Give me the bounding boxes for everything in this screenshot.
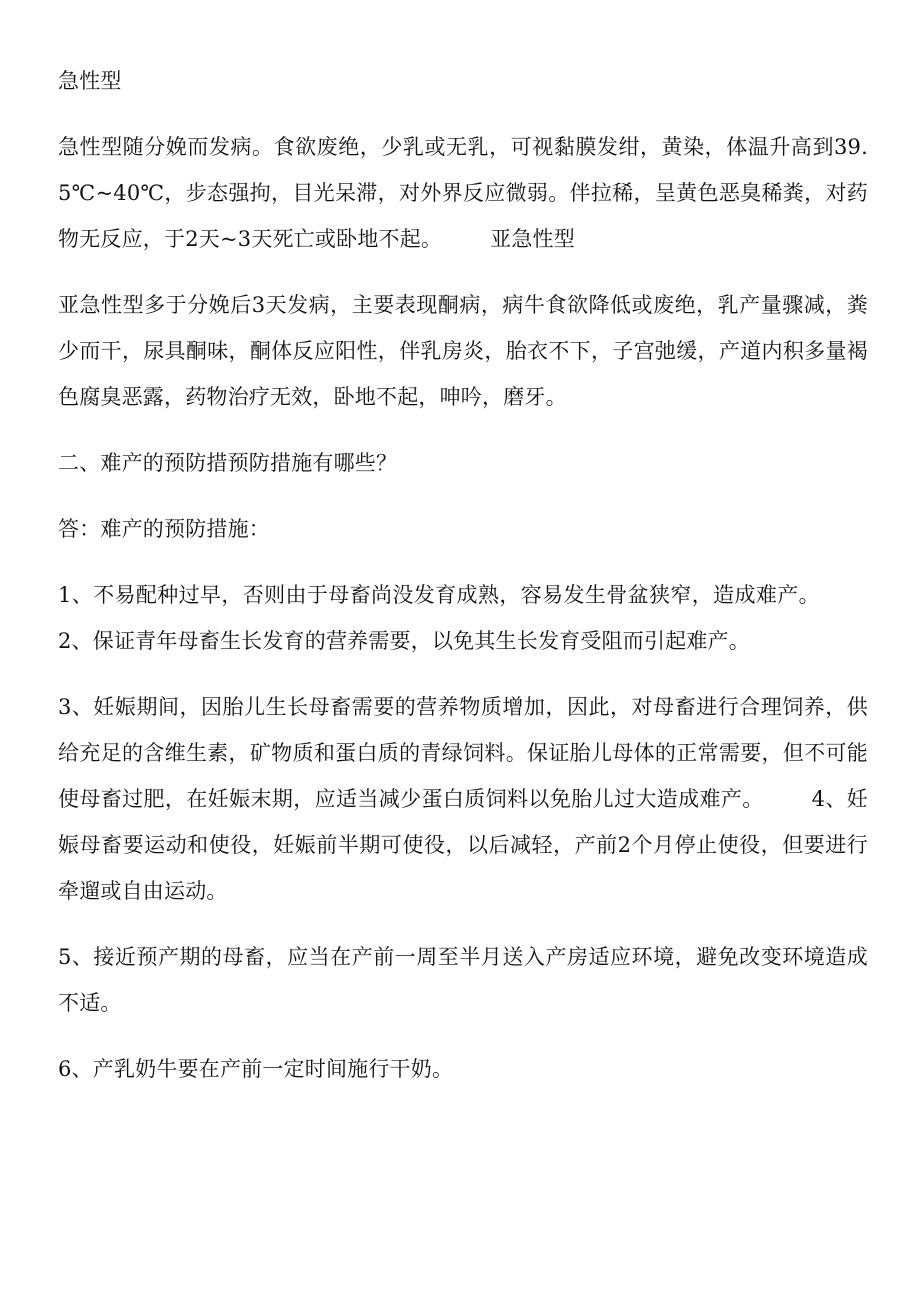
item-4-text: 4、妊娠母畜要运动和使役，妊娠前半期可使役，以后减轻，产前2个月停止使役，但要进行牵遛或自由运动。 (58, 787, 868, 903)
paragraph-item-5: 5、接近预产期的母畜，应当在产前一周至半月送入产房适应环境，避免改变环境造成不适。 (58, 945, 868, 1015)
item-1-text: 1、不易配种过早，否则由于母畜尚没发育成熟，容易发生骨盆狭窄，造成难产。 (58, 583, 820, 607)
section-two-question: 二、难产的预防措预防措施有哪些？ (58, 451, 398, 475)
paragraph-item-6: 6、产乳奶牛要在产前一定时间施行干奶。 (58, 1057, 454, 1081)
answer-intro: 答：难产的预防措施： (58, 517, 270, 541)
acute-body-text: 急性型随分娩而发病。食欲废绝，少乳或无乳，可视黏膜发绀，黄染，体温升高到39.5℃~40℃，步态强拘，目光呆滞，对外界反应微弱。伴拉稀，呈黄色恶臭稀粪，对药物无反应，于2天~3天死亡或卧地不起。 (58, 135, 868, 251)
item-2-text: 2、保证青年母畜生长发育的营养需要，以免其生长发育受阻而引起难产。 (58, 629, 750, 653)
document-page (58, 58, 868, 1112)
paragraph-items-3-4 (58, 684, 868, 914)
paragraph-subacute: 亚急性型多于分娩后3天发病，主要表现酮病，病牛食欲降低或废绝，乳产量骤减，粪少而干，尿具酮味，酮体反应阳性，伴乳房炎，胎衣不下，子宫弛缓，产道内积多量褐色腐臭恶露，药物治疗无效，卧地不起，呻吟，磨牙。 (58, 293, 868, 409)
item-3-text: 3、妊娠期间，因胎儿生长母畜需要的营养物质增加，因此，对母畜进行合理饲养，供给充足的含维生素，矿物质和蛋白质的青绿饲料。保证胎儿母体的正常需要，但不可能使母畜过肥，在妊娠末期，应适当减少蛋白质饲料以免胎儿过大造成难产。 (58, 695, 868, 811)
heading-acute: 急性型 (58, 69, 122, 93)
paragraph-items-1-2 (58, 572, 868, 664)
heading-subacute: 亚急性型 (490, 227, 575, 251)
paragraph-acute (58, 124, 868, 262)
